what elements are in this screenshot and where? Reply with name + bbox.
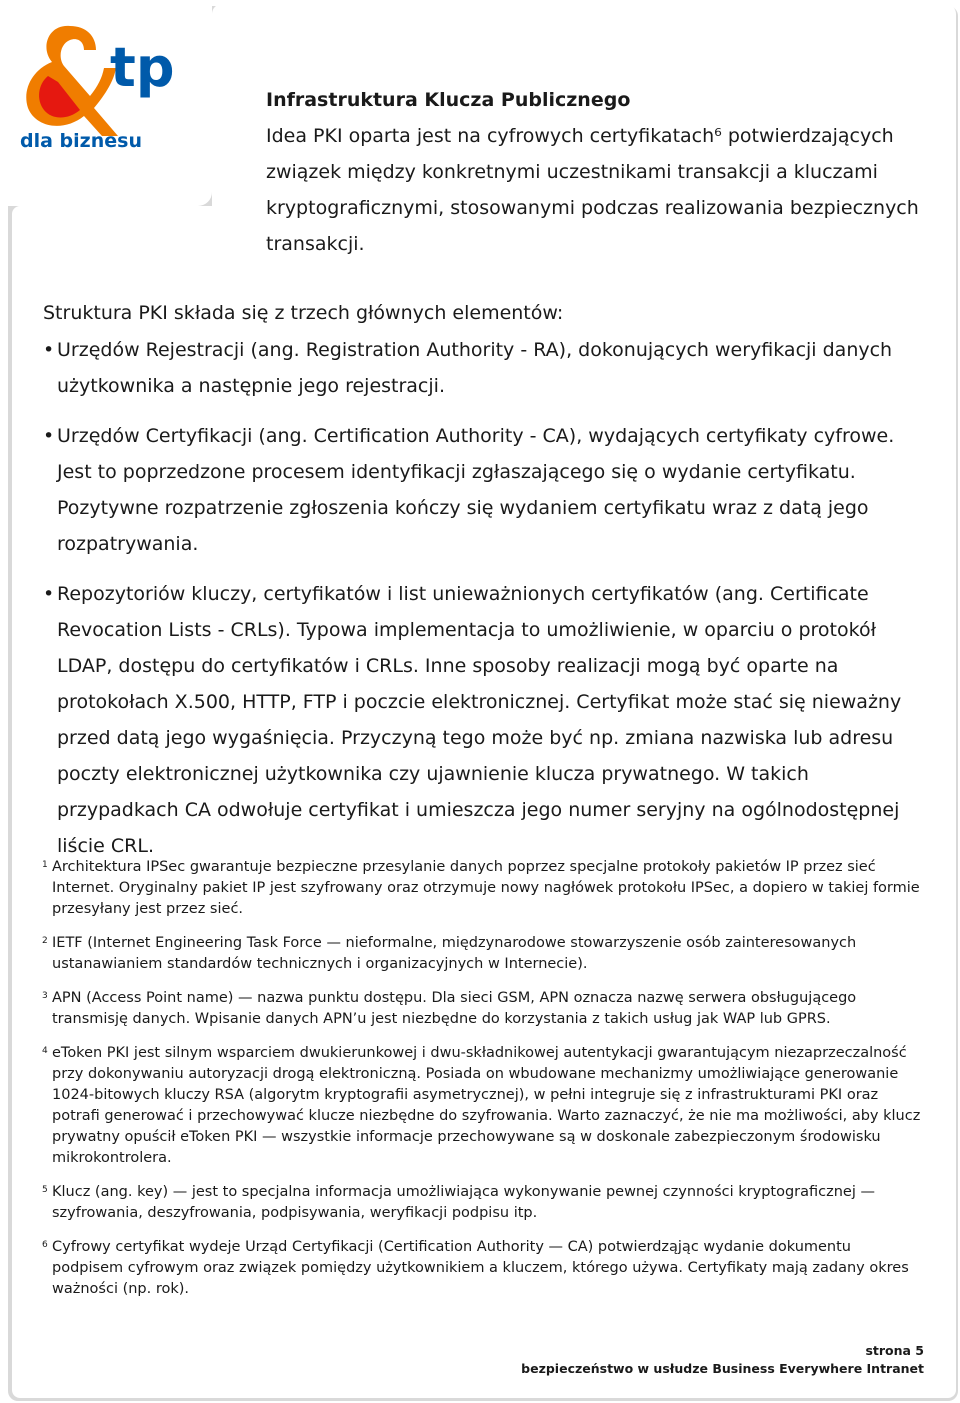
page-footer — [521, 1342, 924, 1378]
page-number: strona 5 — [865, 1343, 924, 1358]
logo-area — [0, 0, 212, 206]
structure-heading: Struktura PKI składa się z trzech głównych elementów: — [43, 302, 564, 324]
footnote — [42, 1182, 922, 1224]
footnote — [42, 857, 922, 920]
footnote-text: IETF (Internet Engineering Task Force — nieformalne, międzynarodowe stowarzyszenie osób zainteresowanych ustanawianiem standardów technicznych i organizacyjnych w Internecie). — [52, 935, 857, 972]
footnote-number: 4 — [42, 1046, 48, 1056]
brand-tagline: dla biznesu — [20, 130, 142, 152]
footnote — [42, 1043, 922, 1169]
footnote-text: Architektura IPSec gwarantuje bezpieczne przesylanie danych poprzez specjalne protokoły pakietów IP przez sieć Internet. Oryginalny pakiet IP jest szyfrowany oraz otrzymuje nowy nagłówek protokołu IPSec, a dopiero w takiej formie przesyłany jest przez sieć. — [52, 859, 920, 917]
structure-list — [43, 332, 923, 878]
section-title: Infrastruktura Klucza Publicznego — [266, 89, 631, 111]
footnotes — [42, 857, 922, 1313]
intro-section — [266, 82, 926, 262]
footnote — [42, 1237, 922, 1300]
footnote-number: 3 — [42, 991, 48, 1001]
intro-paragraph: Idea PKI oparta jest na cyfrowych certyfikatach⁶ potwierdzających związek między konkretnymi uczestnikami transakcji a kluczami kryptograficznymi, stosowanymi podczas realizowania bezpiecznych transakcji. — [266, 125, 919, 255]
list-item: • Urzędów Certyfikacji (ang. Certification Authority - CA), wydających certyfikaty cyfrowe. Jest to poprzedzone procesem identyfikacji zgłaszającego się o wydanie certyfikatu. Pozytywne rozpatrzenie zgłoszenia kończy się wydaniem certyfikatu wraz z datą jego rozpatrywania. — [43, 418, 923, 562]
list-item: • Urzędów Rejestracji (ang. Registration Authority - RA), dokonujących weryfikacji danych użytkownika a następnie jego rejestracji. — [43, 332, 923, 404]
logo-text: tp — [110, 36, 175, 99]
footnote-number: 1 — [42, 860, 48, 870]
list-item: • Repozytoriów kluczy, certyfikatów i list unieważnionych certyfikatów (ang. Certificate Revocation Lists - CRLs). Typowa implementacja to umożliwienie, w oparciu o protokół LDAP, dostępu do certyfikatów i CRLs. Inne sposoby realizacji mogą być oparte na protokołach X.500, HTTP, FTP i poczcie elektronicznej. Certyfikat może stać się nieważny przed datą jego wygaśnięcia. Przyczyną tego może być np. zmiana nazwiska lub adresu poczty elektronicznej użytkownika czy ujawnienie klucza prywatnego. W takich przypadkach CA odwołuje certyfikat i umieszcza jego numer seryjny na ogólnodostępnej liście CRL. — [43, 576, 923, 864]
footnote-text: APN (Access Point name) — nazwa punktu dostępu. Dla sieci GSM, APN oznacza nazwę serwera obsługującego transmisję danych. Wpisanie danych APN’u jest niezbędne do korzystania z takich usług jak WAP lub GPRS. — [52, 990, 857, 1027]
footnote-text: Klucz (ang. key) — jest to specjalna informacja umożliwiająca wykonywanie pewnej czynności kryptograficznej — szyfrowania, deszyfrowania, podpisywania, weryfikacji podpisu itp. — [52, 1184, 875, 1221]
footer-title: bezpieczeństwo w usłudze Business Everywhere Intranet — [521, 1361, 924, 1376]
footnote-text: Cyfrowy certyfikat wydeje Urząd Certyfikacji (Certification Authority — CA) potwierdząjąc wydanie dokumentu podpisem cyfrowym oraz związek pomiędzy użytkownikiem a kluczem, którego używa. Certyfikaty mają zadany okres ważności (np. rok). — [52, 1239, 909, 1297]
footnote-number: 5 — [42, 1185, 48, 1195]
footnote-text: eToken PKI jest silnym wsparciem dwukierunkowej i dwu-składnikowej autentykacji gwarantującym niezaprzeczalność przy dokonywaniu autoryzacji drogą elektroniczną. Posiada on wbudowane mechanizmy umożliwiające generowanie 1024-bitowych kluczy RSA (algorytm kryptografii asymetrycznej), w pełni integruje się z infrastrukturami PKI oraz potrafi generować i przechowywać klucze niezbędne do szyfrowania. Warto zaznaczyć, że nie ma możliwości, aby klucz prywatny opuścił eToken PKI — wszystkie informacje przechowywane są w doskonale zabezpieczonym środowisku mikrokontrolera. — [52, 1045, 921, 1166]
footnote — [42, 933, 922, 975]
footnote-number: 6 — [42, 1240, 48, 1250]
footnote — [42, 988, 922, 1030]
footnote-number: 2 — [42, 936, 48, 946]
